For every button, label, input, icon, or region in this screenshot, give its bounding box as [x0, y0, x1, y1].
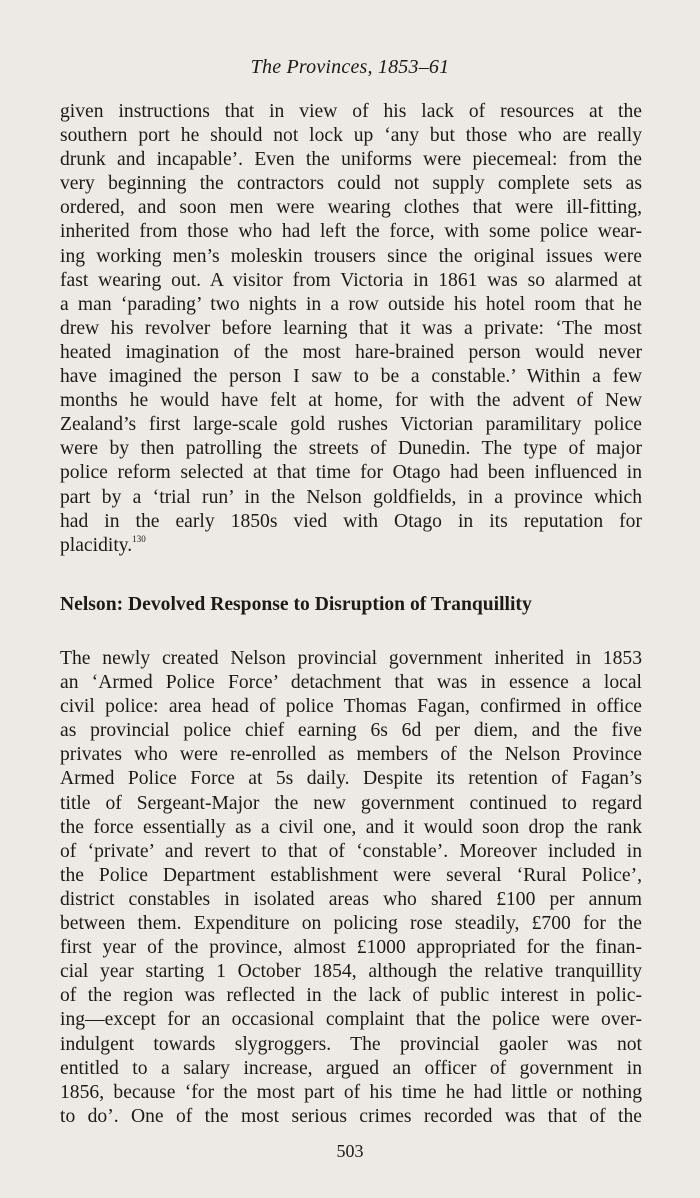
text-line: as provincial police chief earning 6s 6d per diem, and the five: [60, 720, 642, 742]
text-line: 1856, because ‘for the most part of his time he had little or nothing: [60, 1081, 642, 1103]
text-line: Armed Police Force at 5s daily. Despite its retention of Fagan’s: [60, 768, 642, 790]
text-line: inherited from those who had left the force, with some police wear-: [60, 221, 642, 243]
text-line: were by then patrolling the streets of Dunedin. The type of major: [60, 438, 642, 460]
text-line: drunk and incapable’. Even the uniforms were piecemeal: from the: [60, 149, 642, 171]
text-line: drew his revolver before learning that it was a private: ‘The most: [60, 317, 642, 339]
text-line: heated imagination of the most hare-brained person would never: [60, 341, 642, 363]
text-line: Zealand’s first large-scale gold rushes Victorian paramilitary police: [60, 414, 642, 436]
text-line: privates who were re-enrolled as members of the Nelson Province: [60, 744, 642, 766]
text-line: part by a ‘trial run’ in the Nelson goldfields, in a province which: [60, 486, 642, 508]
text-line: entitled to a salary increase, argued an officer of government in: [60, 1057, 642, 1079]
text-line: fast wearing out. A visitor from Victoria in 1861 was so alarmed at: [60, 269, 642, 291]
text-line: months he would have felt at home, for with the advent of New: [60, 390, 642, 412]
text-line: to do’. One of the most serious crimes recorded was that of the: [60, 1105, 642, 1127]
text-line: the Police Department establishment were several ‘Rural Police’,: [60, 864, 642, 886]
text-line: of the region was reflected in the lack of public interest in polic-: [60, 985, 642, 1007]
text-line: ing working men’s moleskin trousers since the original issues were: [60, 245, 642, 267]
text-line: between them. Expenditure on policing rose steadily, £700 for the: [60, 913, 642, 935]
text-line: ordered, and soon men were wearing clothes that were ill-fitting,: [60, 197, 642, 219]
text-line: an ‘Armed Police Force’ detachment that was in essence a local: [60, 672, 642, 694]
footnote-ref: 130: [132, 533, 146, 544]
section-heading: Nelson: Devolved Response to Disruption of Tranquillity: [60, 594, 532, 615]
text-line: title of Sergeant-Major the new government continued to regard: [60, 792, 642, 814]
paragraph-1: [60, 100, 642, 558]
text-line: The newly created Nelson provincial government inherited in 1853: [60, 648, 642, 669]
text-line: indulgent towards slygroggers. The provincial gaoler was not: [60, 1033, 642, 1055]
text-line-last: [60, 534, 642, 558]
text-line: southern port he should not lock up ‘any but those who are really: [60, 125, 642, 147]
page-number: 503: [336, 1141, 364, 1161]
text-line: of ‘private’ and revert to that of ‘constable’. Moreover included in: [60, 840, 642, 862]
text-line: a man ‘parading’ two nights in a row outside his hotel room that he: [60, 293, 642, 315]
text-line: civil police: area head of police Thomas Fagan, confirmed in office: [60, 696, 642, 718]
text-line: had in the early 1850s vied with Otago in its reputation for: [60, 510, 642, 532]
text-line: have imagined the person I saw to be a constable.’ Within a few: [60, 366, 642, 388]
running-head: The Provinces, 1853–61: [250, 56, 450, 78]
text-line: the force essentially as a civil one, and it would soon drop the rank: [60, 816, 642, 838]
text-line: given instructions that in view of his lack of resources at the: [60, 101, 642, 122]
text-line: police reform selected at that time for Otago had been influenced in: [60, 462, 642, 484]
text-line: cial year starting 1 October 1854, although the relative tranquillity: [60, 961, 642, 983]
text-line: first year of the province, almost £1000 appropriated for the finan-: [60, 937, 642, 959]
text-line: district constables in isolated areas who shared £100 per annum: [60, 888, 642, 910]
text-line-content: placidity.: [60, 534, 133, 556]
text-line: ing—except for an occasional complaint that the police were over-: [60, 1009, 642, 1031]
paragraph-2: [60, 647, 642, 1129]
text-line: very beginning the contractors could not supply complete sets as: [60, 173, 642, 195]
